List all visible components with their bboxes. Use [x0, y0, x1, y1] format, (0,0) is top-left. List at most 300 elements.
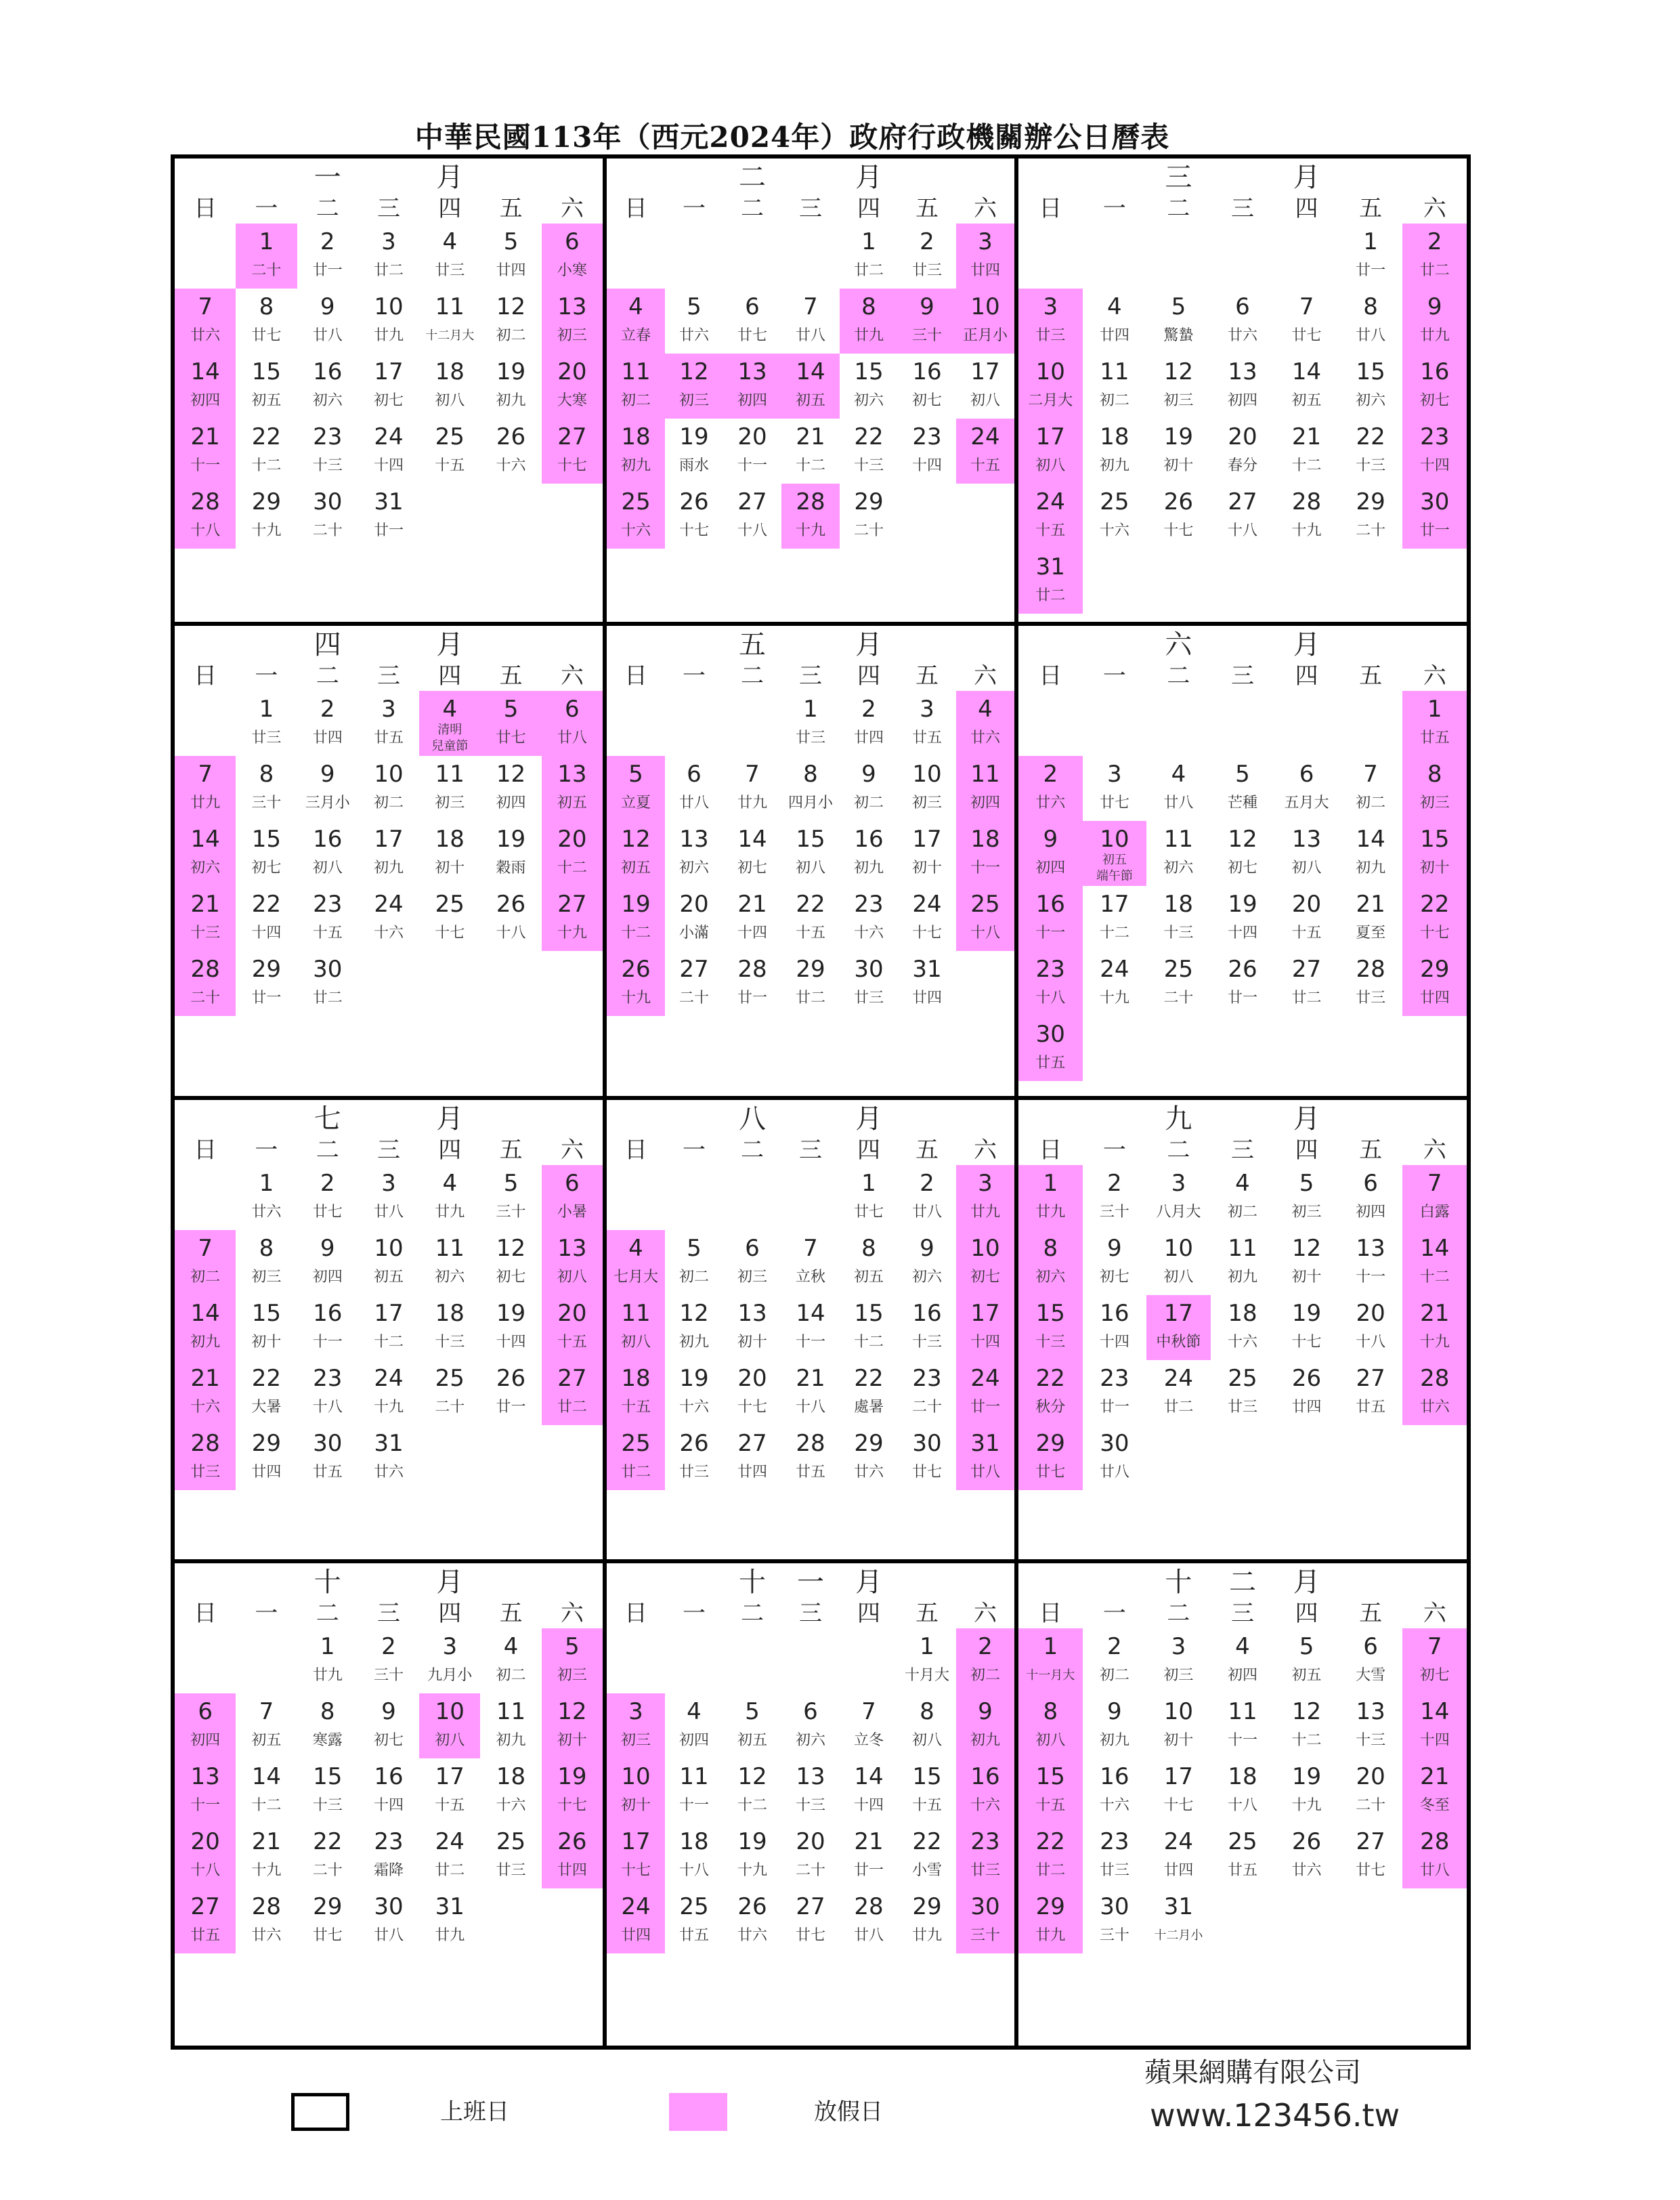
day-cell — [236, 821, 297, 886]
day-number: 2 — [920, 228, 934, 255]
lunar-date: 二十 — [853, 522, 884, 539]
lunar-date: 廿五 — [190, 1927, 221, 1944]
lunar-date: 初五 — [557, 795, 587, 811]
company-name: 蘋果網購有限公司 — [1144, 2057, 1361, 2088]
day-cell — [1274, 1295, 1339, 1360]
lunar-date: 廿一 — [1227, 990, 1257, 1007]
holiday-cell — [665, 354, 723, 419]
holiday-cell — [542, 419, 603, 484]
month-name-char: 月 — [1293, 1567, 1320, 1598]
day-cell — [898, 1628, 956, 1693]
day-number: 31 — [1035, 553, 1065, 580]
holiday-cell — [175, 419, 236, 484]
day-cell — [419, 1628, 480, 1693]
day-cell — [1146, 419, 1211, 484]
day-cell — [840, 354, 898, 419]
lunar-date: 廿四 — [970, 262, 1000, 279]
day-cell — [1211, 1230, 1275, 1295]
holiday-cell — [1018, 1628, 1083, 1693]
lunar-date: 十一 — [970, 860, 1000, 876]
lunar-date: 初九 — [190, 1334, 221, 1351]
lunar-date: 十五 — [435, 1797, 465, 1814]
day-cell — [480, 1628, 541, 1693]
day-number: 4 — [503, 1633, 519, 1660]
month-block — [607, 158, 1014, 619]
day-cell — [1211, 419, 1275, 484]
day-number: 30 — [313, 488, 343, 515]
lunar-date: 廿四 — [1291, 1399, 1322, 1416]
holiday-cell — [1402, 1360, 1467, 1425]
day-number: 19 — [679, 423, 709, 450]
day-cell — [840, 1425, 898, 1490]
day-number: 15 — [251, 826, 282, 853]
lunar-date: 初四 — [190, 392, 221, 409]
day-cell — [358, 484, 419, 549]
lunar-date: 廿六 — [970, 729, 1000, 746]
lunar-date: 初八 — [312, 860, 343, 876]
lunar-date: 十二 — [1291, 1732, 1322, 1749]
lunar-date: 初八 — [911, 1732, 942, 1749]
day-number: 11 — [496, 1698, 526, 1725]
day-number: 8 — [1043, 1698, 1058, 1725]
day-number: 30 — [313, 1430, 343, 1457]
day-cell — [1339, 951, 1403, 1016]
day-number: 30 — [1035, 1021, 1065, 1048]
day-cell — [1146, 1230, 1211, 1295]
day-number: 12 — [496, 761, 526, 788]
day-number: 11 — [970, 761, 1000, 788]
lunar-date: 十三 — [795, 1797, 825, 1814]
day-number: 1 — [861, 1170, 876, 1197]
day-cell — [419, 1230, 480, 1295]
day-number: 30 — [912, 1430, 942, 1457]
day-cell — [480, 756, 541, 821]
weekday-header: 三 — [1230, 662, 1254, 690]
day-number: 28 — [854, 1893, 884, 1920]
day-number: 4 — [1235, 1633, 1250, 1660]
lunar-date: 廿三 — [251, 729, 282, 746]
day-number: 4 — [442, 228, 458, 255]
day-cell — [419, 886, 480, 951]
lunar-date: 十六 — [1099, 1797, 1129, 1814]
month-block — [607, 1100, 1014, 1561]
day-number: 2 — [1043, 761, 1058, 788]
day-cell — [358, 1295, 419, 1360]
day-number: 30 — [1100, 1893, 1129, 1920]
day-number: 13 — [1356, 1235, 1385, 1262]
lunar-date: 三十 — [911, 327, 942, 344]
lunar-date: 十二 — [737, 1797, 767, 1814]
day-cell — [236, 1295, 297, 1360]
lunar-date: 廿二 — [557, 1399, 587, 1416]
lunar-date: 十七 — [557, 457, 587, 474]
holiday-cell — [175, 886, 236, 951]
lunar-date: 廿九 — [737, 795, 767, 811]
day-cell — [1339, 756, 1403, 821]
day-number: 18 — [435, 826, 465, 853]
lunar-date: 三十 — [373, 1667, 404, 1684]
lunar-date: 初五 — [620, 860, 651, 876]
lunar-date: 十三 — [853, 457, 884, 474]
day-number: 19 — [496, 1300, 526, 1327]
day-number: 9 — [978, 1698, 993, 1725]
weekday-header: 一 — [683, 1600, 706, 1627]
lunar-date: 廿四 — [853, 729, 884, 746]
day-cell — [236, 419, 297, 484]
weekday-header: 一 — [1102, 1600, 1126, 1627]
day-cell — [898, 1425, 956, 1490]
lunar-date: 九月小 — [427, 1667, 473, 1684]
day-number: 18 — [1228, 1763, 1257, 1790]
day-number: 10 — [374, 1235, 404, 1262]
weekday-header: 六 — [560, 1137, 584, 1164]
lunar-date: 初七 — [1099, 1269, 1129, 1286]
lunar-date: 十五 — [970, 457, 1000, 474]
day-cell — [1274, 1230, 1339, 1295]
day-cell — [236, 484, 297, 549]
weekday-header: 日 — [624, 1137, 647, 1164]
lunar-date: 十五 — [557, 1334, 587, 1351]
day-number: 24 — [1100, 956, 1129, 983]
day-number: 12 — [496, 1235, 526, 1262]
day-cell — [297, 951, 358, 1016]
day-cell — [898, 821, 956, 886]
day-cell — [1211, 821, 1275, 886]
day-number: 11 — [435, 293, 465, 320]
weekday-header: 二 — [316, 1137, 339, 1164]
day-number: 4 — [1235, 1170, 1250, 1197]
lunar-date: 十五 — [1035, 522, 1066, 539]
day-cell — [480, 1693, 541, 1758]
lunar-date: 十四 — [251, 925, 282, 942]
weekday-header: 五 — [499, 1600, 523, 1627]
weekday-header: 日 — [1039, 1600, 1062, 1627]
lunar-date: 初三 — [1163, 392, 1194, 409]
day-cell — [358, 1693, 419, 1758]
lunar-date: 初八 — [620, 1334, 651, 1351]
lunar-date: 廿三 — [1356, 990, 1386, 1007]
weekday-header: 一 — [683, 195, 706, 222]
day-number: 14 — [251, 1763, 282, 1790]
lunar-date: 清明 兒童節 — [431, 723, 469, 753]
weekday-header: 三 — [1230, 1600, 1254, 1627]
day-number: 23 — [313, 891, 343, 918]
holiday-cell — [1018, 1016, 1083, 1081]
day-number: 31 — [374, 1430, 404, 1457]
lunar-date: 四月小 — [788, 795, 833, 811]
lunar-date: 十五 — [911, 1797, 942, 1814]
holiday-cell — [542, 1758, 603, 1823]
lunar-date: 十一 — [737, 457, 767, 474]
lunar-date: 十一 — [1227, 1732, 1257, 1749]
holiday-cell — [956, 224, 1014, 289]
lunar-date: 廿三 — [911, 262, 942, 279]
month-block — [1018, 158, 1467, 619]
lunar-date: 十七 — [1163, 522, 1194, 539]
day-number: 27 — [190, 1893, 220, 1920]
day-number: 9 — [920, 1235, 934, 1262]
day-number: 14 — [1420, 1698, 1450, 1725]
day-cell — [781, 951, 840, 1016]
day-cell — [781, 1693, 840, 1758]
lunar-date: 廿九 — [970, 1204, 1000, 1221]
day-cell — [419, 1823, 480, 1888]
weekday-header: 四 — [857, 195, 880, 222]
weekday-header: 二 — [316, 195, 339, 222]
day-cell — [1339, 289, 1403, 354]
lunar-date: 小寒 — [557, 262, 587, 279]
lunar-date: 十四 — [373, 1797, 404, 1814]
lunar-date: 十九 — [373, 1399, 404, 1416]
day-number: 17 — [970, 1300, 1000, 1327]
website-url[interactable]: www.123456.tw — [1150, 2097, 1400, 2134]
day-cell — [1274, 419, 1339, 484]
day-number: 1 — [1043, 1633, 1058, 1660]
day-number: 23 — [912, 1365, 942, 1392]
day-cell — [1274, 354, 1339, 419]
month-block — [607, 626, 1014, 1086]
day-cell — [1146, 1888, 1211, 1953]
day-cell — [236, 1165, 297, 1230]
day-number: 24 — [621, 1893, 651, 1920]
day-number: 17 — [435, 1763, 465, 1790]
day-number: 10 — [1100, 826, 1129, 853]
day-number: 30 — [1100, 1430, 1129, 1457]
lunar-date: 十八 — [795, 1399, 825, 1416]
day-number: 12 — [679, 358, 709, 385]
day-number: 28 — [796, 488, 825, 515]
lunar-date: 初五 — [1291, 392, 1322, 409]
day-cell — [723, 821, 781, 886]
lunar-date: 十二 — [251, 1797, 282, 1814]
lunar-date: 廿七 — [737, 327, 767, 344]
holiday-cell — [542, 1165, 603, 1230]
month-name-char: 月 — [855, 162, 882, 193]
day-number: 24 — [374, 423, 404, 450]
day-cell — [665, 289, 723, 354]
lunar-date: 初二 — [1099, 1667, 1129, 1684]
day-number: 19 — [737, 1828, 767, 1855]
lunar-date: 廿七 — [496, 729, 526, 746]
lunar-date: 廿二 — [312, 990, 343, 1007]
day-number: 21 — [1420, 1300, 1450, 1327]
lunar-date: 初九 — [1099, 1732, 1129, 1749]
weekday-header: 四 — [1295, 662, 1318, 690]
day-number: 29 — [854, 488, 884, 515]
lunar-date: 初三 — [1163, 1667, 1194, 1684]
day-cell — [236, 951, 297, 1016]
lunar-date: 廿三 — [1227, 1399, 1257, 1416]
weekday-header: 一 — [1102, 195, 1126, 222]
lunar-date: 廿三 — [190, 1464, 221, 1481]
lunar-date: 廿九 — [312, 1667, 343, 1684]
day-cell — [840, 484, 898, 549]
day-cell — [1083, 419, 1147, 484]
lunar-date: 十三 — [1356, 1732, 1386, 1749]
lunar-date: 初三 — [1291, 1204, 1322, 1221]
day-cell — [1083, 289, 1147, 354]
day-number: 7 — [198, 293, 213, 320]
weekday-header: 五 — [499, 662, 523, 690]
day-number: 28 — [190, 488, 220, 515]
day-number: 12 — [679, 1300, 709, 1327]
lunar-date: 廿一 — [853, 1862, 884, 1879]
day-cell — [665, 1425, 723, 1490]
day-cell — [480, 354, 541, 419]
holiday-cell — [1018, 1165, 1083, 1230]
day-cell — [956, 354, 1014, 419]
lunar-date: 二十 — [795, 1862, 825, 1879]
lunar-date: 十二 — [557, 860, 587, 876]
lunar-date: 初九 — [1356, 860, 1386, 876]
lunar-date: 初三 — [1419, 795, 1450, 811]
day-cell — [297, 1823, 358, 1888]
day-number: 25 — [435, 1365, 465, 1392]
day-number: 16 — [970, 1763, 1000, 1790]
holiday-cell — [1402, 756, 1467, 821]
lunar-date: 大雪 — [1356, 1667, 1386, 1684]
lunar-date: 正月小 — [962, 327, 1008, 344]
day-cell — [1339, 1823, 1403, 1888]
day-number: 1 — [1363, 228, 1378, 255]
lunar-date: 初十 — [1291, 1269, 1322, 1286]
day-number: 11 — [1163, 826, 1194, 853]
day-cell — [1083, 756, 1147, 821]
month-block — [607, 1563, 1014, 2200]
day-number: 22 — [251, 891, 282, 918]
day-number: 22 — [313, 1828, 343, 1855]
day-cell — [1339, 1758, 1403, 1823]
day-cell — [419, 419, 480, 484]
lunar-date: 十一 — [190, 1797, 221, 1814]
weekday-header: 六 — [560, 1600, 584, 1627]
holiday-cell — [1402, 1295, 1467, 1360]
lunar-date: 廿七 — [312, 1204, 343, 1221]
day-cell — [723, 1888, 781, 1953]
day-number: 7 — [803, 293, 818, 320]
lunar-date: 廿六 — [1035, 795, 1066, 811]
lunar-date: 十八 — [1227, 522, 1257, 539]
day-cell — [1211, 886, 1275, 951]
day-number: 10 — [435, 1698, 465, 1725]
day-cell — [1339, 886, 1403, 951]
month-name-char: 十 — [314, 1567, 341, 1598]
day-number: 14 — [190, 1300, 220, 1327]
day-number: 2 — [320, 696, 335, 723]
day-number: 13 — [737, 358, 767, 385]
day-number: 7 — [198, 761, 213, 788]
lunar-date: 雨水 — [679, 457, 709, 474]
day-cell — [1211, 1758, 1275, 1823]
month-name-char: 一 — [797, 1567, 824, 1598]
weekday-header: 六 — [1423, 195, 1446, 222]
lunar-date: 初三 — [557, 1667, 587, 1684]
day-cell — [781, 1823, 840, 1888]
day-cell — [419, 821, 480, 886]
day-cell — [898, 224, 956, 289]
lunar-date: 廿三 — [853, 990, 884, 1007]
day-cell — [1211, 484, 1275, 549]
lunar-date: 廿二 — [1419, 262, 1450, 279]
day-number: 14 — [1356, 826, 1385, 853]
lunar-date: 初三 — [620, 1732, 651, 1749]
lunar-date: 二十 — [1163, 990, 1194, 1007]
day-cell — [1146, 354, 1211, 419]
day-cell — [419, 354, 480, 419]
lunar-date: 小暑 — [557, 1204, 587, 1221]
day-cell — [781, 1230, 840, 1295]
day-number: 27 — [679, 956, 709, 983]
day-cell — [723, 289, 781, 354]
day-cell — [1083, 1823, 1147, 1888]
day-number: 17 — [1035, 423, 1065, 450]
day-cell — [1339, 1693, 1403, 1758]
lunar-date: 廿四 — [911, 990, 942, 1007]
day-cell — [1146, 1165, 1211, 1230]
day-cell — [781, 419, 840, 484]
lunar-date: 八月大 — [1156, 1204, 1201, 1221]
day-cell — [419, 756, 480, 821]
day-cell — [898, 1360, 956, 1425]
lunar-date: 廿四 — [737, 1464, 767, 1481]
day-number: 21 — [1291, 423, 1322, 450]
lunar-date: 廿八 — [1419, 1862, 1450, 1879]
day-number: 8 — [1043, 1235, 1058, 1262]
lunar-date: 初三 — [251, 1269, 282, 1286]
holiday-cell — [956, 1425, 1014, 1490]
day-number: 12 — [557, 1698, 587, 1725]
lunar-date: 初八 — [1291, 860, 1322, 876]
lunar-date: 十八 — [190, 1862, 221, 1879]
day-number: 8 — [1363, 293, 1378, 320]
holiday-cell — [175, 1295, 236, 1360]
lunar-date: 白露 — [1419, 1204, 1450, 1221]
lunar-date: 初七 — [251, 860, 282, 876]
day-cell — [1339, 354, 1403, 419]
lunar-date: 廿四 — [1099, 327, 1129, 344]
holiday-cell — [1018, 951, 1083, 1016]
lunar-date: 中秋節 — [1156, 1334, 1201, 1351]
lunar-date: 廿四 — [1419, 990, 1450, 1007]
day-number: 10 — [1035, 358, 1065, 385]
day-number: 27 — [737, 488, 767, 515]
day-cell — [236, 1360, 297, 1425]
day-number: 18 — [1163, 891, 1194, 918]
lunar-date: 初六 — [1163, 860, 1194, 876]
weekday-header: 四 — [438, 195, 462, 222]
month-name-char: 六 — [1165, 629, 1192, 660]
holiday-cell — [607, 419, 665, 484]
lunar-date: 霜降 — [373, 1862, 404, 1879]
lunar-date: 初七 — [373, 392, 404, 409]
day-number: 3 — [1171, 1633, 1186, 1660]
day-cell — [358, 1230, 419, 1295]
weekday-header: 六 — [560, 195, 584, 222]
day-cell — [358, 886, 419, 951]
day-number: 21 — [190, 891, 220, 918]
lunar-date: 十四 — [911, 457, 942, 474]
day-number: 10 — [1163, 1235, 1194, 1262]
day-number: 28 — [1291, 488, 1322, 515]
lunar-date: 初九 — [496, 392, 526, 409]
day-number: 4 — [442, 696, 458, 723]
weekday-header: 二 — [1167, 1600, 1190, 1627]
day-number: 22 — [1035, 1365, 1065, 1392]
day-cell — [297, 691, 358, 756]
lunar-date: 廿九 — [1035, 1204, 1066, 1221]
day-number: 17 — [1163, 1300, 1194, 1327]
day-number: 14 — [190, 826, 220, 853]
